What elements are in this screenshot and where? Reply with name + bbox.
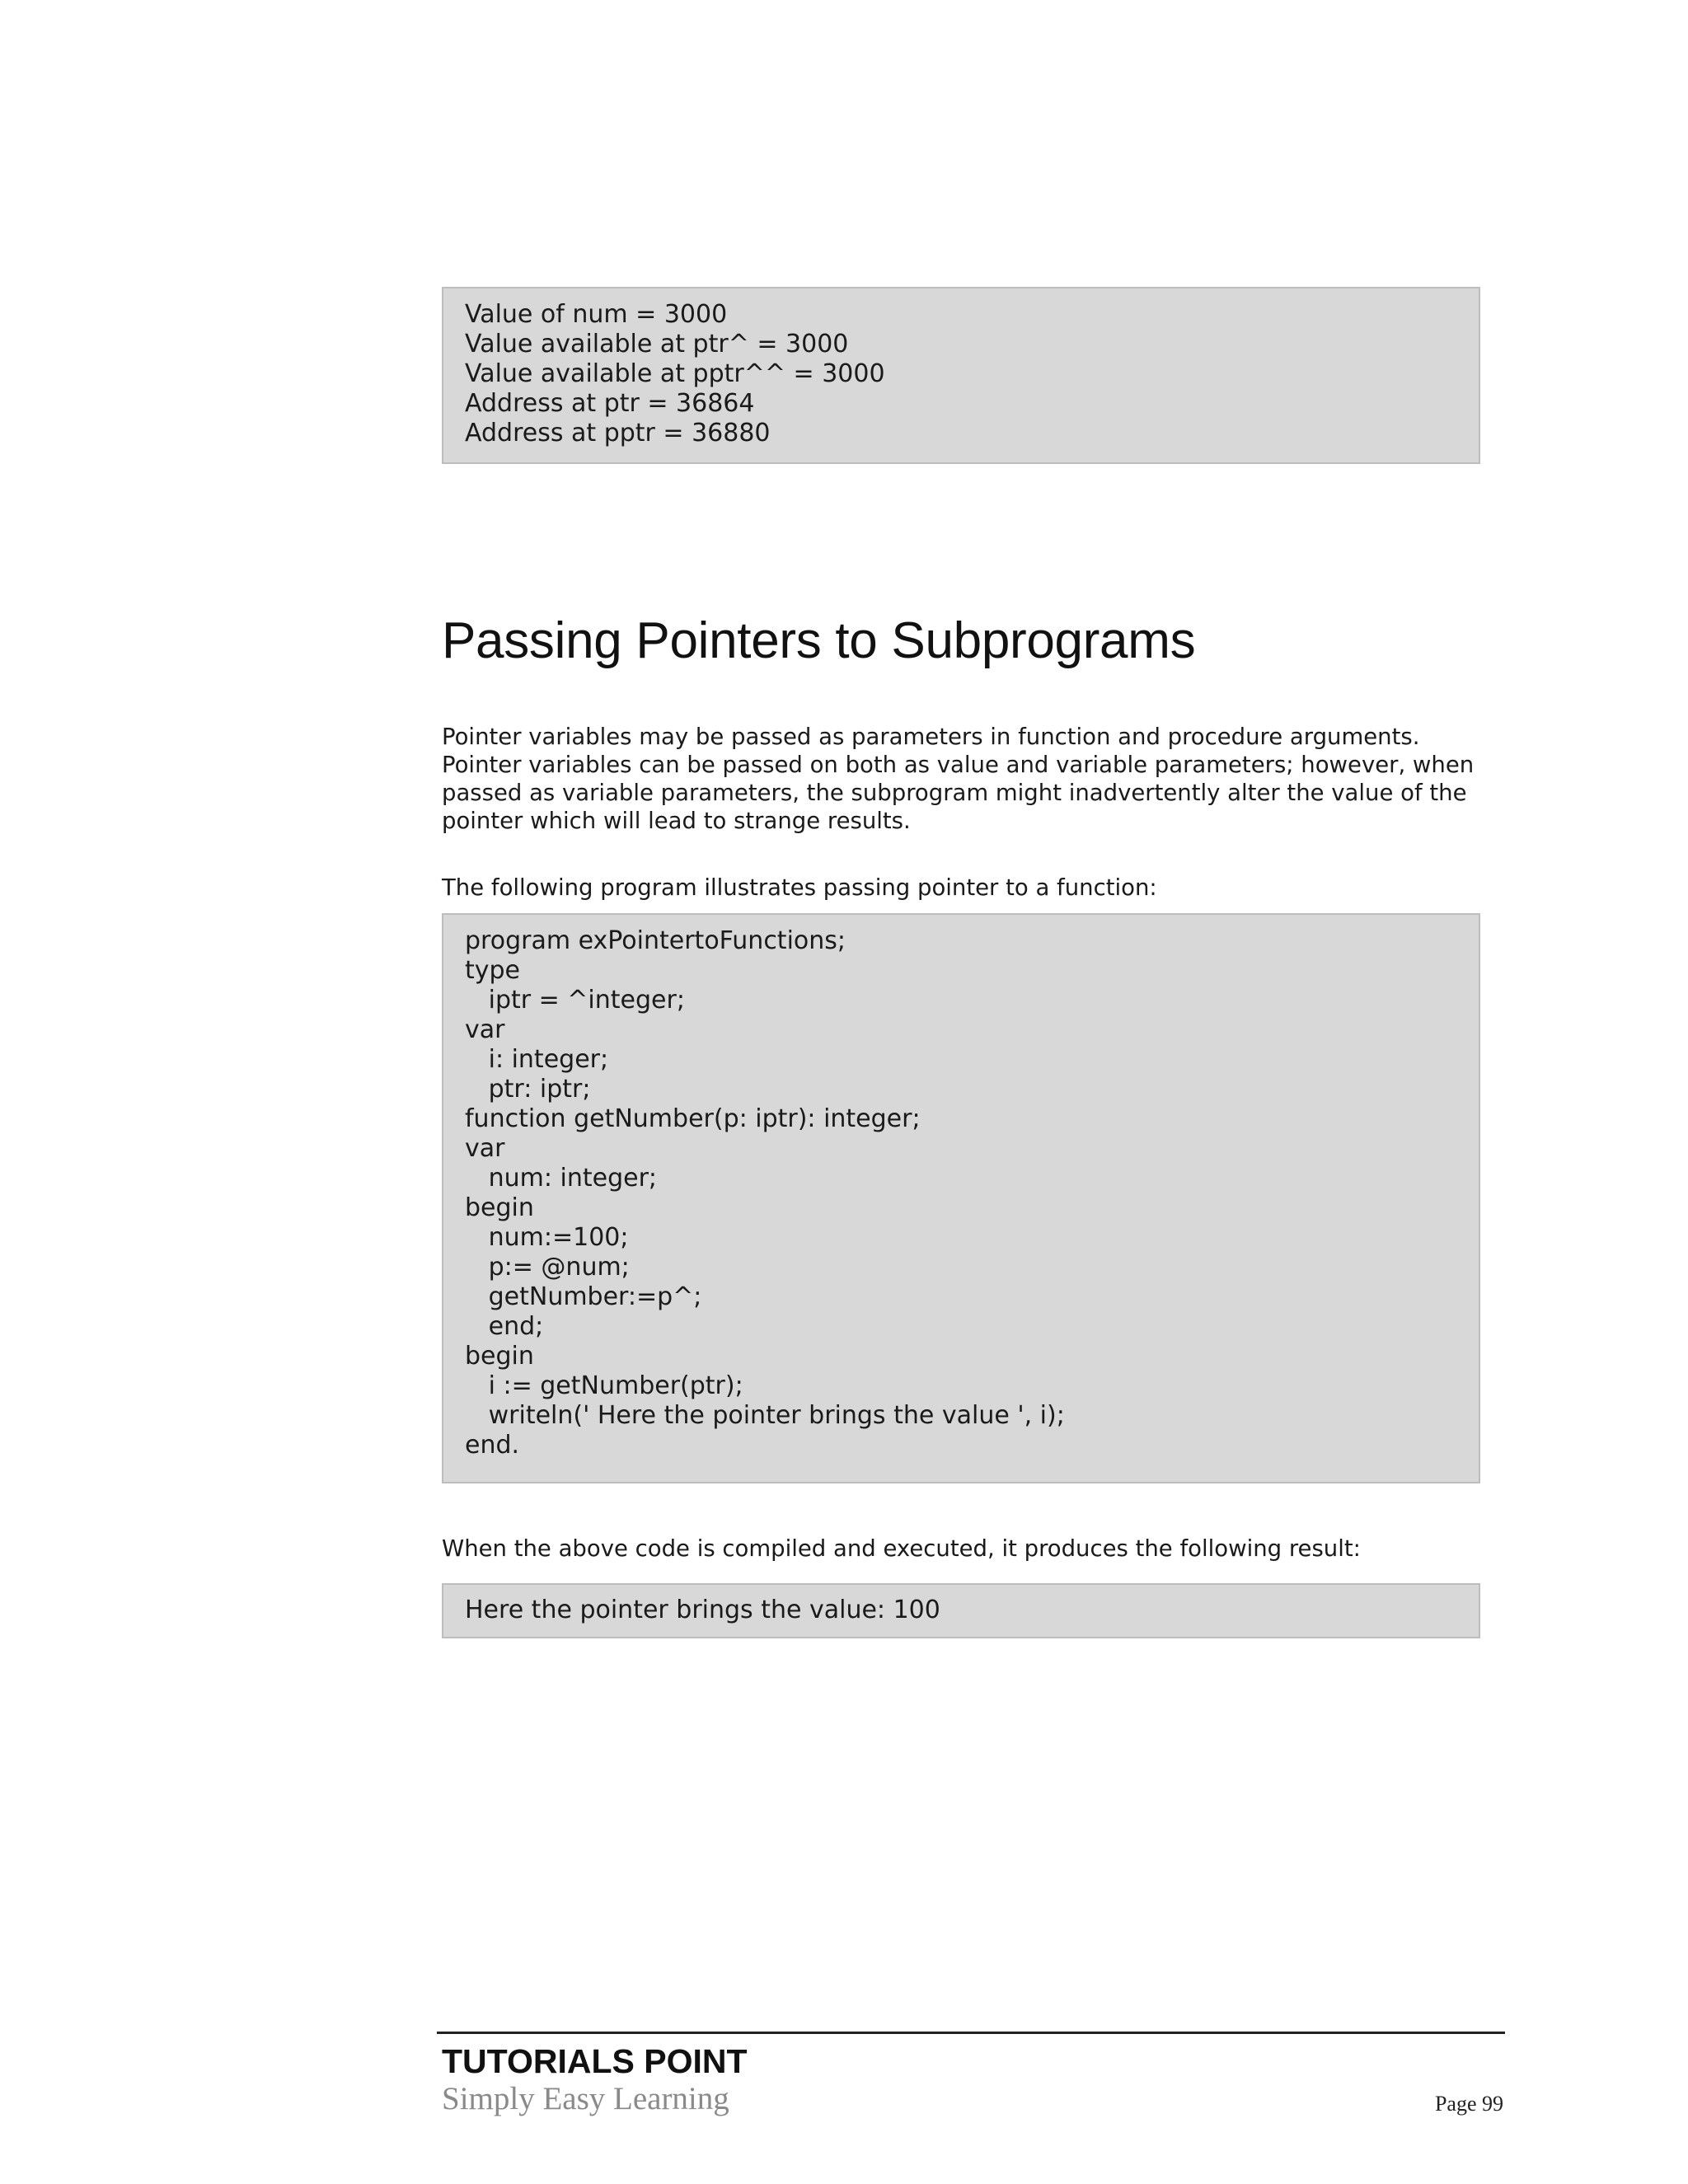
output-line: Value of num = 3000: [465, 300, 728, 329]
code-line: function getNumber(p: iptr): integer;: [465, 1104, 921, 1133]
code-line: getNumber:=p^;: [465, 1282, 702, 1311]
program-intro: The following program illustrates passing pointer to a function:: [442, 874, 1157, 901]
code-line: end.: [465, 1431, 520, 1460]
code-line: program exPointertoFunctions;: [465, 926, 846, 955]
code-line: iptr = ^integer;: [465, 986, 685, 1015]
intro-paragraph: [442, 723, 1505, 835]
code-line: type: [465, 956, 521, 985]
code-line: num:=100;: [465, 1223, 629, 1252]
code-line: begin: [465, 1193, 534, 1222]
footer-divider: [437, 2032, 1505, 2034]
output-line: Address at pptr = 36880: [465, 419, 771, 448]
output-line: Here the pointer brings the value: 100: [465, 1596, 940, 1624]
result-intro: When the above code is compiled and executed, it produces the following result:: [442, 1535, 1361, 1562]
code-line: p:= @num;: [465, 1253, 630, 1282]
code-line: end;: [465, 1312, 544, 1341]
code-line: begin: [465, 1342, 534, 1371]
output-block-2: [442, 1583, 1480, 1638]
code-line: i: integer;: [465, 1045, 609, 1074]
code-block: [442, 913, 1480, 1483]
output-block-1: [442, 287, 1480, 464]
output-line: Value available at ptr^ = 3000: [465, 330, 849, 359]
code-line: i := getNumber(ptr);: [465, 1371, 743, 1400]
code-line: num: integer;: [465, 1164, 658, 1193]
code-line: var: [465, 1134, 505, 1163]
footer-brand: TUTORIALS POINT: [442, 2042, 748, 2080]
output-line: Value available at pptr^^ = 3000: [465, 359, 885, 388]
intro-line: passed as variable parameters, the subprogram might inadvertently alter the value of the: [442, 780, 1467, 806]
intro-line: Pointer variables can be passed on both as value and variable parameters; however, when: [442, 752, 1475, 778]
intro-line: pointer which will lead to strange results.: [442, 808, 911, 834]
footer-tagline: Simply Easy Learning: [442, 2081, 729, 2116]
code-line: ptr: iptr;: [465, 1075, 591, 1104]
intro-line: Pointer variables may be passed as parameters in function and procedure arguments.: [442, 724, 1420, 750]
code-line: var: [465, 1015, 505, 1044]
section-heading: Passing Pointers to Subprograms: [442, 612, 1196, 669]
output-line: Address at ptr = 36864: [465, 389, 755, 418]
page-number: Page 99: [1434, 2092, 1503, 2116]
code-line: writeln(' Here the pointer brings the value ', i);: [465, 1401, 1065, 1430]
